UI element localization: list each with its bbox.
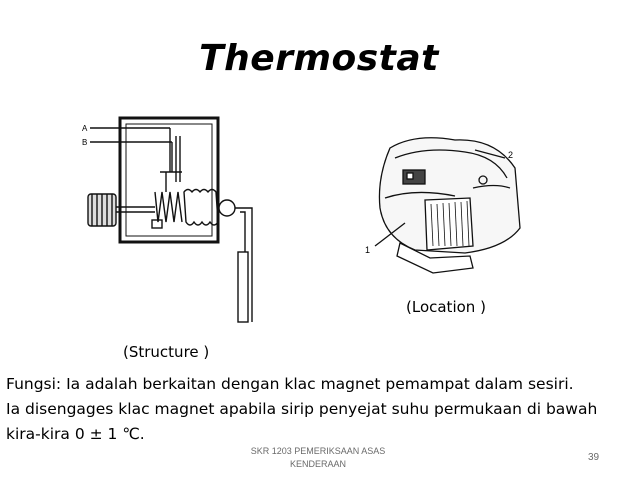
page-number: 39 xyxy=(588,452,600,463)
label-1: 1 xyxy=(365,245,371,255)
footer-line-2: KENDERAAN xyxy=(289,459,346,469)
footer xyxy=(238,445,398,471)
thermostat-structure-diagram xyxy=(80,112,270,327)
thermostat-location-diagram xyxy=(355,128,525,283)
label-2: 2 xyxy=(508,150,514,160)
structure-caption: (Structure ) xyxy=(123,343,210,361)
location-caption: (Location ) xyxy=(406,298,486,316)
slide-title: Thermostat xyxy=(199,38,439,79)
body-line-2: Ia disengages klac magnet apabila sirip penyejat suhu permukaan di bawah xyxy=(6,400,598,418)
body-line-3: kira-kira 0 ± 1 ℃. xyxy=(6,425,145,443)
body-text xyxy=(6,372,626,447)
label-a: A xyxy=(82,124,88,133)
footer-line-1: SKR 1203 PEMERIKSAAN ASAS xyxy=(250,446,386,456)
label-b: B xyxy=(82,138,88,147)
body-line-1: Fungsi: Ia adalah berkaitan dengan klac magnet pemampat dalam sesiri. xyxy=(6,375,574,393)
